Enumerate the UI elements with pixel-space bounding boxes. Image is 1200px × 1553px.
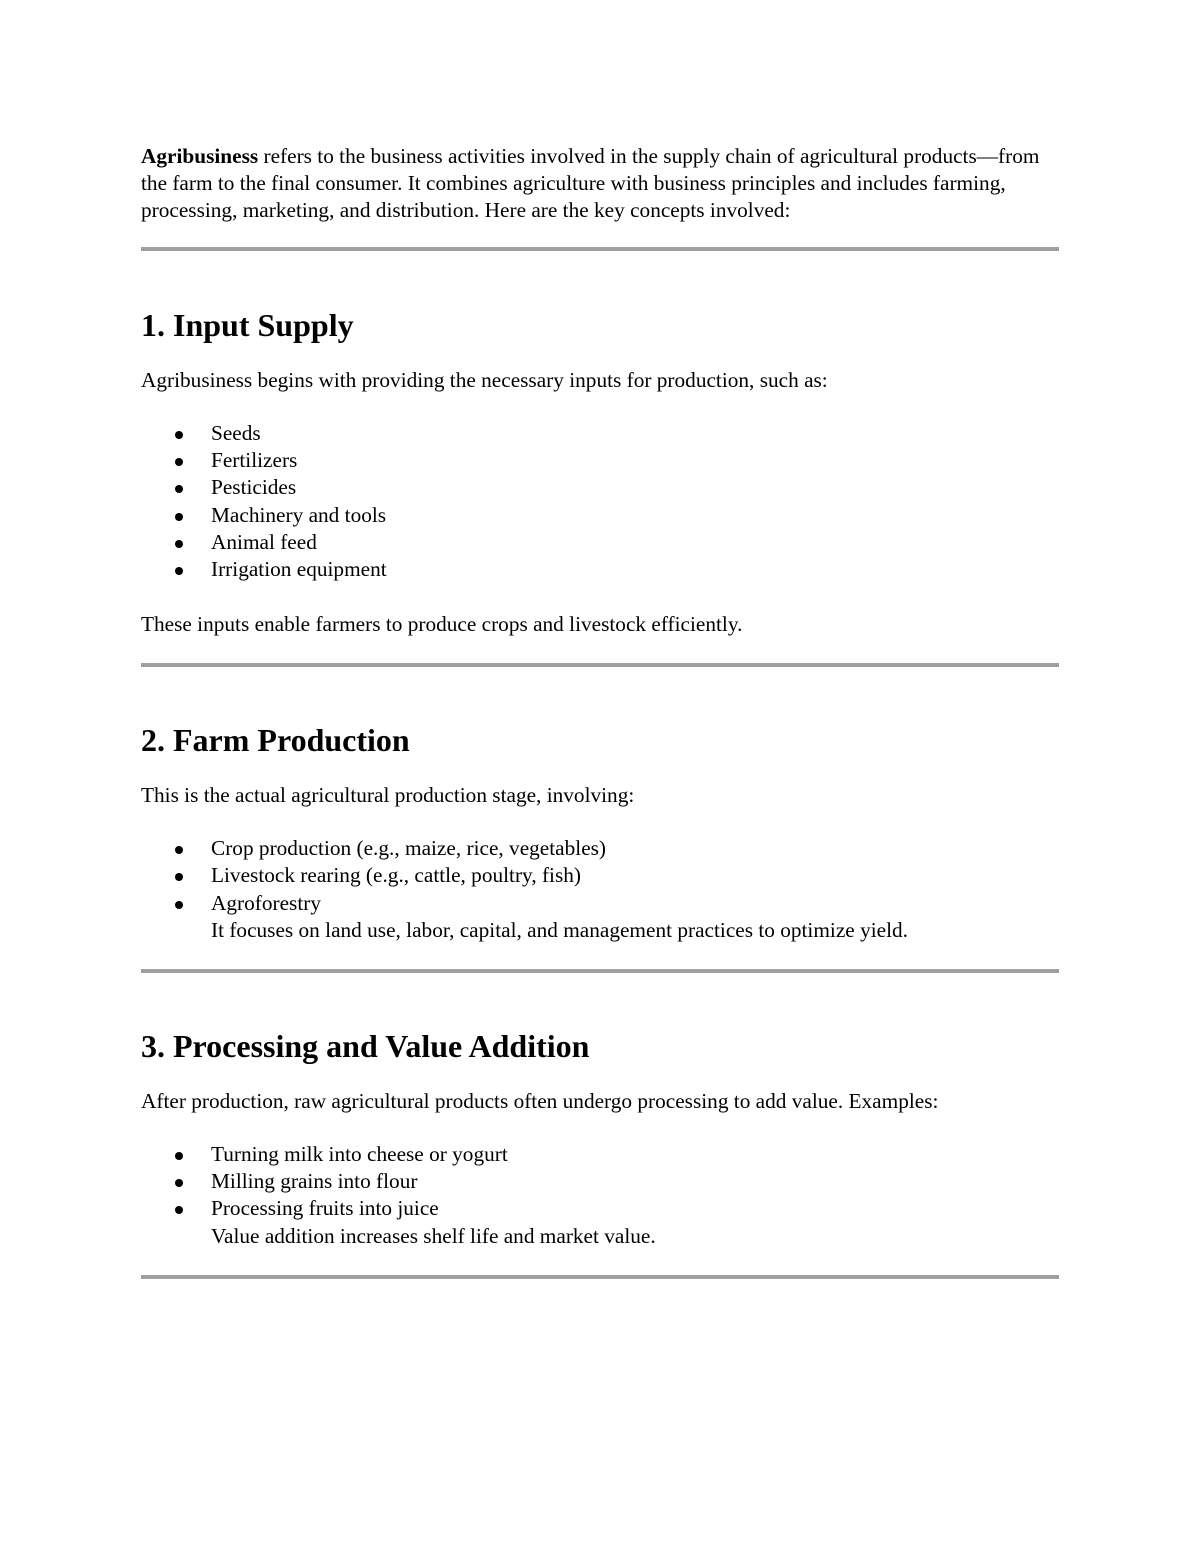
section-lead: After production, raw agricultural products often undergo processing to add value. Examples:	[141, 1089, 939, 1114]
bullet-icon	[175, 873, 183, 881]
section-lead: Agribusiness begins with providing the necessary inputs for production, such as:	[141, 368, 828, 392]
bullet-icon	[175, 1152, 183, 1160]
divider	[141, 247, 1059, 251]
list-item: Seeds	[141, 420, 1059, 447]
bullet-icon	[175, 431, 183, 439]
intro-paragraph	[141, 143, 1059, 224]
document-page	[141, 141, 1059, 1279]
intro-term: Agribusiness	[141, 144, 259, 168]
list-item: Turning milk into cheese or yogurt	[141, 1141, 1059, 1168]
list-item: Livestock rearing (e.g., cattle, poultry, fish)	[141, 862, 1059, 889]
section-heading-input-supply: 1. Input Supply	[141, 307, 354, 343]
bullet-icon	[175, 1206, 183, 1214]
divider	[141, 663, 1059, 667]
list-item: Irrigation equipment	[141, 556, 1059, 583]
section-heading-processing: 3. Processing and Value Addition	[141, 1028, 590, 1065]
divider	[141, 969, 1059, 973]
section-closing: These inputs enable farmers to produce crops and livestock efficiently.	[141, 612, 743, 637]
intro-text: refers to the business activities involved in the supply chain of agricultural products—from the farm to the final consumer. It combines agriculture with business principles and includes farming, processing, marketing, and distribution. Here are the key concepts involved:	[141, 144, 1040, 222]
farm-production-list	[141, 835, 1059, 944]
section-lead: This is the actual agricultural production stage, involving:	[141, 783, 635, 808]
section-heading-farm-production: 2. Farm Production	[141, 722, 410, 759]
bullet-icon	[175, 1179, 183, 1187]
divider	[141, 1275, 1059, 1279]
list-item: Fertilizers	[141, 447, 1059, 474]
input-supply-list	[141, 420, 1059, 583]
processing-list	[141, 1141, 1059, 1250]
bullet-icon	[175, 485, 183, 493]
bullet-icon	[175, 458, 183, 466]
bullet-icon	[175, 513, 183, 521]
list-item: Animal feed	[141, 529, 1059, 556]
list-item-trailing-text: Value addition increases shelf life and market value.	[211, 1223, 656, 1248]
bullet-icon	[175, 540, 183, 548]
list-item: Pesticides	[141, 474, 1059, 501]
bullet-icon	[175, 567, 183, 575]
list-item: Crop production (e.g., maize, rice, vegetables)	[141, 835, 1059, 862]
bullet-icon	[175, 846, 183, 854]
list-item: Agroforestry It focuses on land use, labor, capital, and management practices to optimize yield.	[141, 890, 1059, 944]
bullet-icon	[175, 901, 183, 909]
list-item-trailing-text: It focuses on land use, labor, capital, and management practices to optimize yield.	[211, 917, 908, 942]
list-item: Milling grains into flour	[141, 1168, 1059, 1195]
list-item: Processing fruits into juice Value addition increases shelf life and market value.	[141, 1195, 1059, 1249]
list-item: Machinery and tools	[141, 502, 1059, 529]
